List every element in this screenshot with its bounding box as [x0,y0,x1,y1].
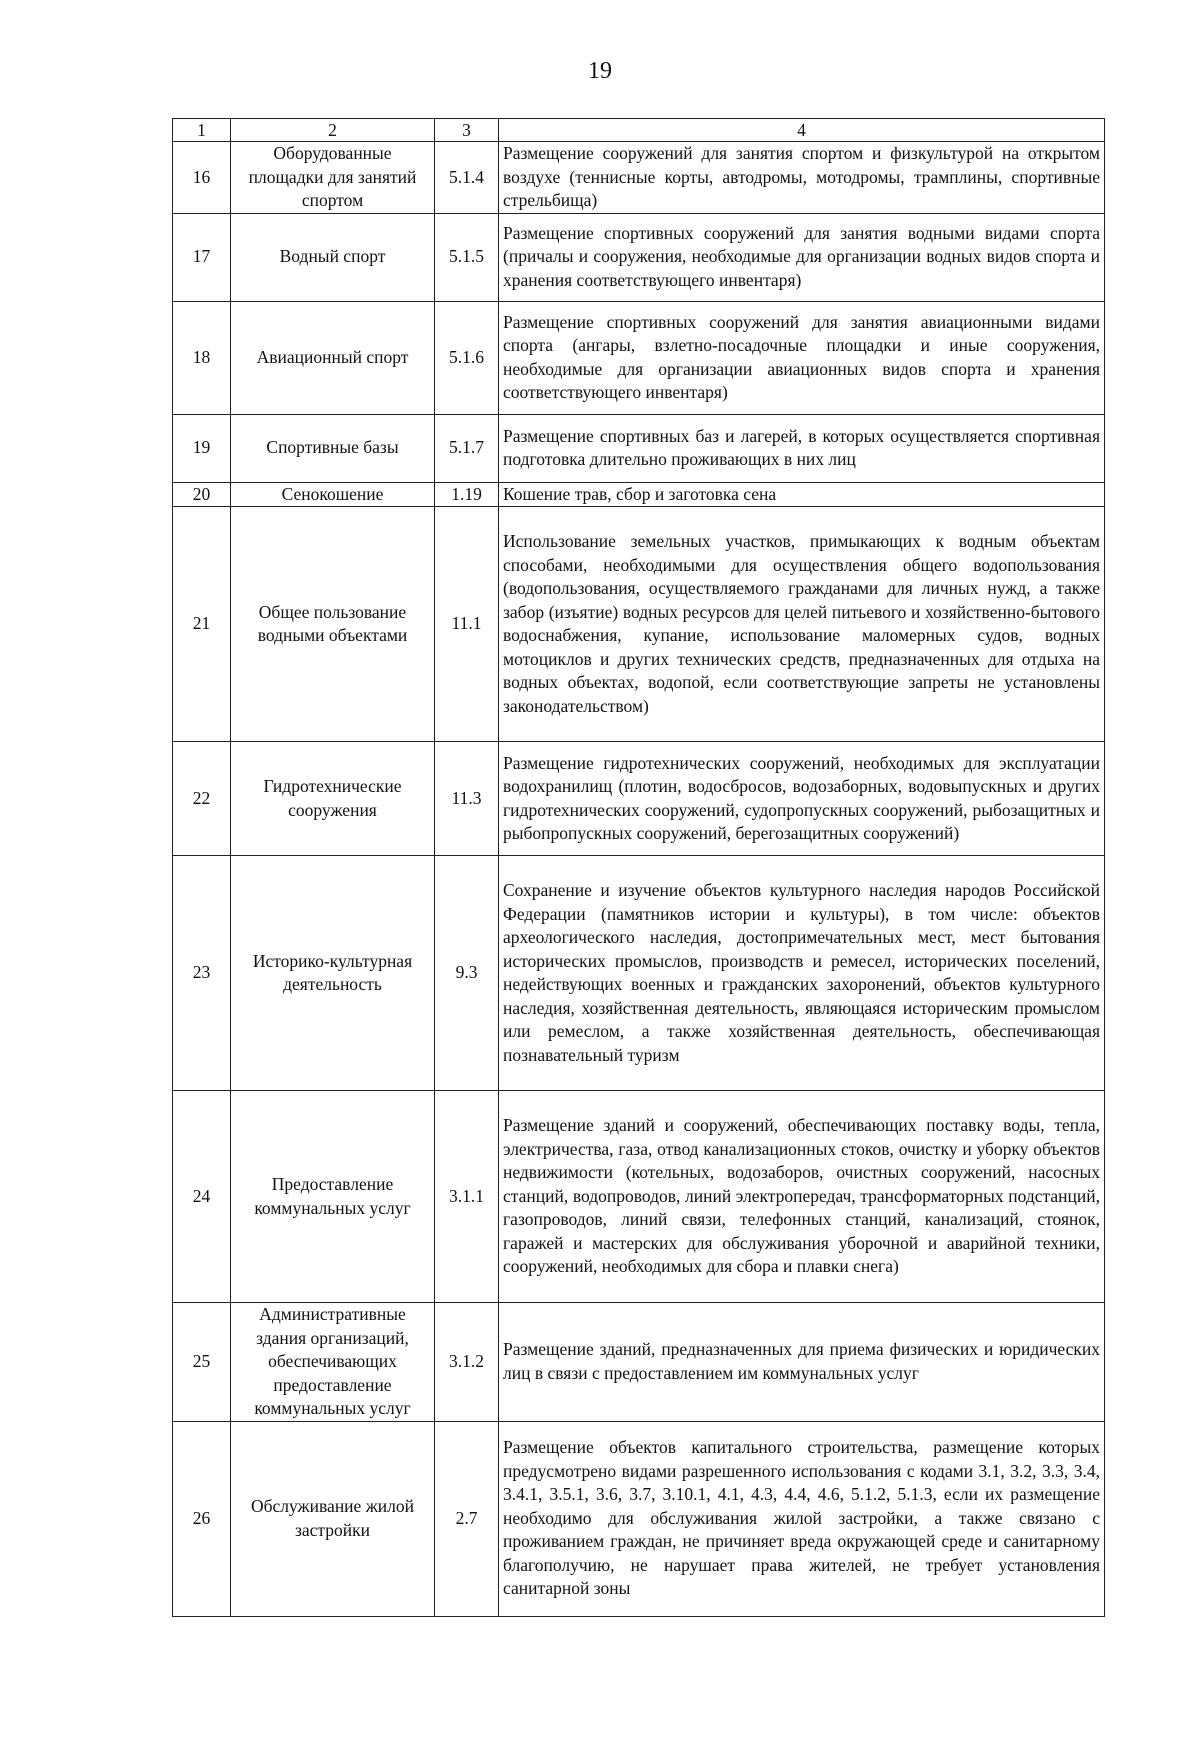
row-code: 9.3 [435,856,499,1091]
row-number: 19 [173,414,231,482]
table-row [173,301,1105,414]
row-name: Административные здания организаций, обеспечивающих предоставление коммунальных услуг [231,1303,435,1422]
row-description: Размещение сооружений для занятия спортом и физкультурой на открытом воздухе (теннисные корты, автодромы, мотодромы, трамплины, спортивные стрельбища) [499,142,1105,214]
row-code: 5.1.7 [435,414,499,482]
header-cell: 3 [435,119,499,142]
row-name: Оборудованные площадки для занятий спортом [231,142,435,214]
row-description: Кошение трав, сбор и заготовка сена [499,482,1105,507]
row-code: 5.1.6 [435,301,499,414]
header-cell: 1 [173,119,231,142]
table-row [173,856,1105,1091]
page-number: 19 [588,58,612,84]
row-name: Водный спорт [231,213,435,301]
row-description: Размещение объектов капитального строительства, размещение которых предусмотрено видами разрешенного использования с кодами 3.1, 3.2, 3.3, 3.4, 3.4.1, 3.5.1, 3.6, 3.7, 3.10.1, 4.1, 4.3, 4.4, 4.6, 5.1.2, 5.1.3, если их размещение необходимо для обслуживания жилой застройки, а также связано с проживанием граждан, не причиняет вреда окружающей среде и санитарному благополучию, не нарушает права жителей, не требует установления санитарной зоны [499,1421,1105,1616]
table-row [173,482,1105,507]
row-number: 21 [173,507,231,742]
table-row [173,742,1105,856]
row-name: Сенокошение [231,482,435,507]
row-name: Общее пользование водными объектами [231,507,435,742]
row-code: 3.1.2 [435,1303,499,1422]
row-code: 5.1.4 [435,142,499,214]
table-row [173,142,1105,214]
row-code: 11.1 [435,507,499,742]
row-number: 22 [173,742,231,856]
row-number: 24 [173,1091,231,1303]
row-description: Сохранение и изучение объектов культурного наследия народов Российской Федерации (памятников истории и культуры), в том числе: объектов археологического наследия, достопримечательных мест, мест бытования исторических промыслов, производств и ремесел, исторических поселений, недействующих военных и гражданских захоронений, объектов культурного наследия, хозяйственная деятельность, являющаяся историческим промыслом или ремеслом, а также хозяйственная деятельность, обеспечивающая познавательный туризм [499,856,1105,1091]
land-use-table [172,118,1105,1617]
row-number: 26 [173,1421,231,1616]
header-cell: 2 [231,119,435,142]
row-description: Использование земельных участков, примыкающих к водным объектам способами, необходимыми для осуществления общего водопользования (водопользования, осуществляемого гражданами для личных нужд, а также забор (изъятие) водных ресурсов для целей питьевого и хозяйственно-бытового водоснабжения, купание, использование маломерных судов, водных мотоциклов и других технических средств, предназначенных для отдыха на водных объектах, водопой, если соответствующие запреты не установлены законодательством) [499,507,1105,742]
row-number: 25 [173,1303,231,1422]
row-code: 3.1.1 [435,1091,499,1303]
row-name: Обслуживание жилой застройки [231,1421,435,1616]
row-code: 5.1.5 [435,213,499,301]
table-row [173,507,1105,742]
row-description: Размещение спортивных баз и лагерей, в которых осуществляется спортивная подготовка длительно проживающих в них лиц [499,414,1105,482]
row-code: 1.19 [435,482,499,507]
table-row [173,1421,1105,1616]
row-description: Размещение гидротехнических сооружений, необходимых для эксплуатации водохранилищ (плотин, водосбросов, водозаборных, водовыпускных и других гидротехнических сооружений, судопропускных сооружений, рыбозащитных и рыбопропускных сооружений, берегозащитных сооружений) [499,742,1105,856]
row-name: Спортивные базы [231,414,435,482]
row-description: Размещение зданий, предназначенных для приема физических и юридических лиц в связи с предоставлением им коммунальных услуг [499,1303,1105,1422]
header-cell: 4 [499,119,1105,142]
row-description: Размещение спортивных сооружений для занятия авиационными видами спорта (ангары, взлетно-посадочные площадки и иные сооружения, необходимые для организации авиационных видов спорта и хранения соответствующего инвентаря) [499,301,1105,414]
row-name: Авиационный спорт [231,301,435,414]
row-name: Историко-культурная деятельность [231,856,435,1091]
table-row [173,414,1105,482]
table-row [173,213,1105,301]
row-number: 16 [173,142,231,214]
table-header-row [173,119,1105,142]
table-row [173,1091,1105,1303]
row-number: 23 [173,856,231,1091]
row-number: 18 [173,301,231,414]
row-name: Гидротехнические сооружения [231,742,435,856]
row-description: Размещение спортивных сооружений для занятия водными видами спорта (причалы и сооружения, необходимые для организации водных видов спорта и хранения соответствующего инвентаря) [499,213,1105,301]
row-code: 2.7 [435,1421,499,1616]
row-number: 17 [173,213,231,301]
row-name: Предоставление коммунальных услуг [231,1091,435,1303]
row-description: Размещение зданий и сооружений, обеспечивающих поставку воды, тепла, электричества, газа, отвод канализационных стоков, очистку и уборку объектов недвижимости (котельных, водозаборов, очистных сооружений, насосных станций, водопроводов, линий электропередач, трансформаторных подстанций, газопроводов, линий связи, телефонных станций, канализаций, стоянок, гаражей и мастерских для обслуживания уборочной и аварийной техники, сооружений, необходимых для сбора и плавки снега) [499,1091,1105,1303]
row-number: 20 [173,482,231,507]
table-row [173,1303,1105,1422]
row-code: 11.3 [435,742,499,856]
